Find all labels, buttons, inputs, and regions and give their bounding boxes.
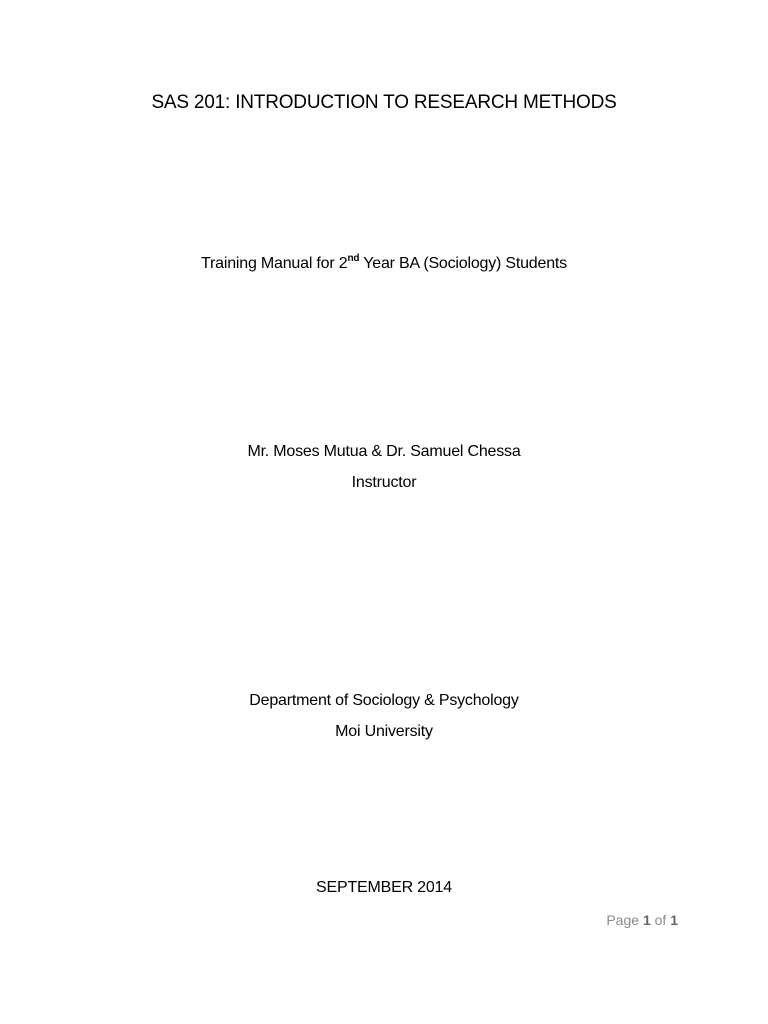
page-number-indicator (606, 912, 678, 928)
course-title: SAS 201: INTRODUCTION TO RESEARCH METHODS (151, 92, 617, 113)
author-role: Instructor (351, 474, 417, 491)
subtitle-ordinal-superscript: nd (347, 253, 360, 264)
university-name: Moi University (335, 723, 433, 740)
subtitle-text-after: Year BA (Sociology) Students (359, 255, 567, 272)
subtitle-text-before: Training Manual for 2 (201, 255, 348, 272)
manual-subtitle (0, 255, 768, 273)
department-name: Department of Sociology & Psychology (249, 692, 519, 709)
total-pages-number: 1 (670, 912, 678, 928)
page-label: Page (606, 912, 640, 928)
of-label: of (654, 912, 667, 928)
publication-date: SEPTEMBER 2014 (316, 879, 452, 896)
current-page-number: 1 (642, 912, 651, 928)
author-names: Mr. Moses Mutua & Dr. Samuel Chessa (247, 443, 521, 460)
